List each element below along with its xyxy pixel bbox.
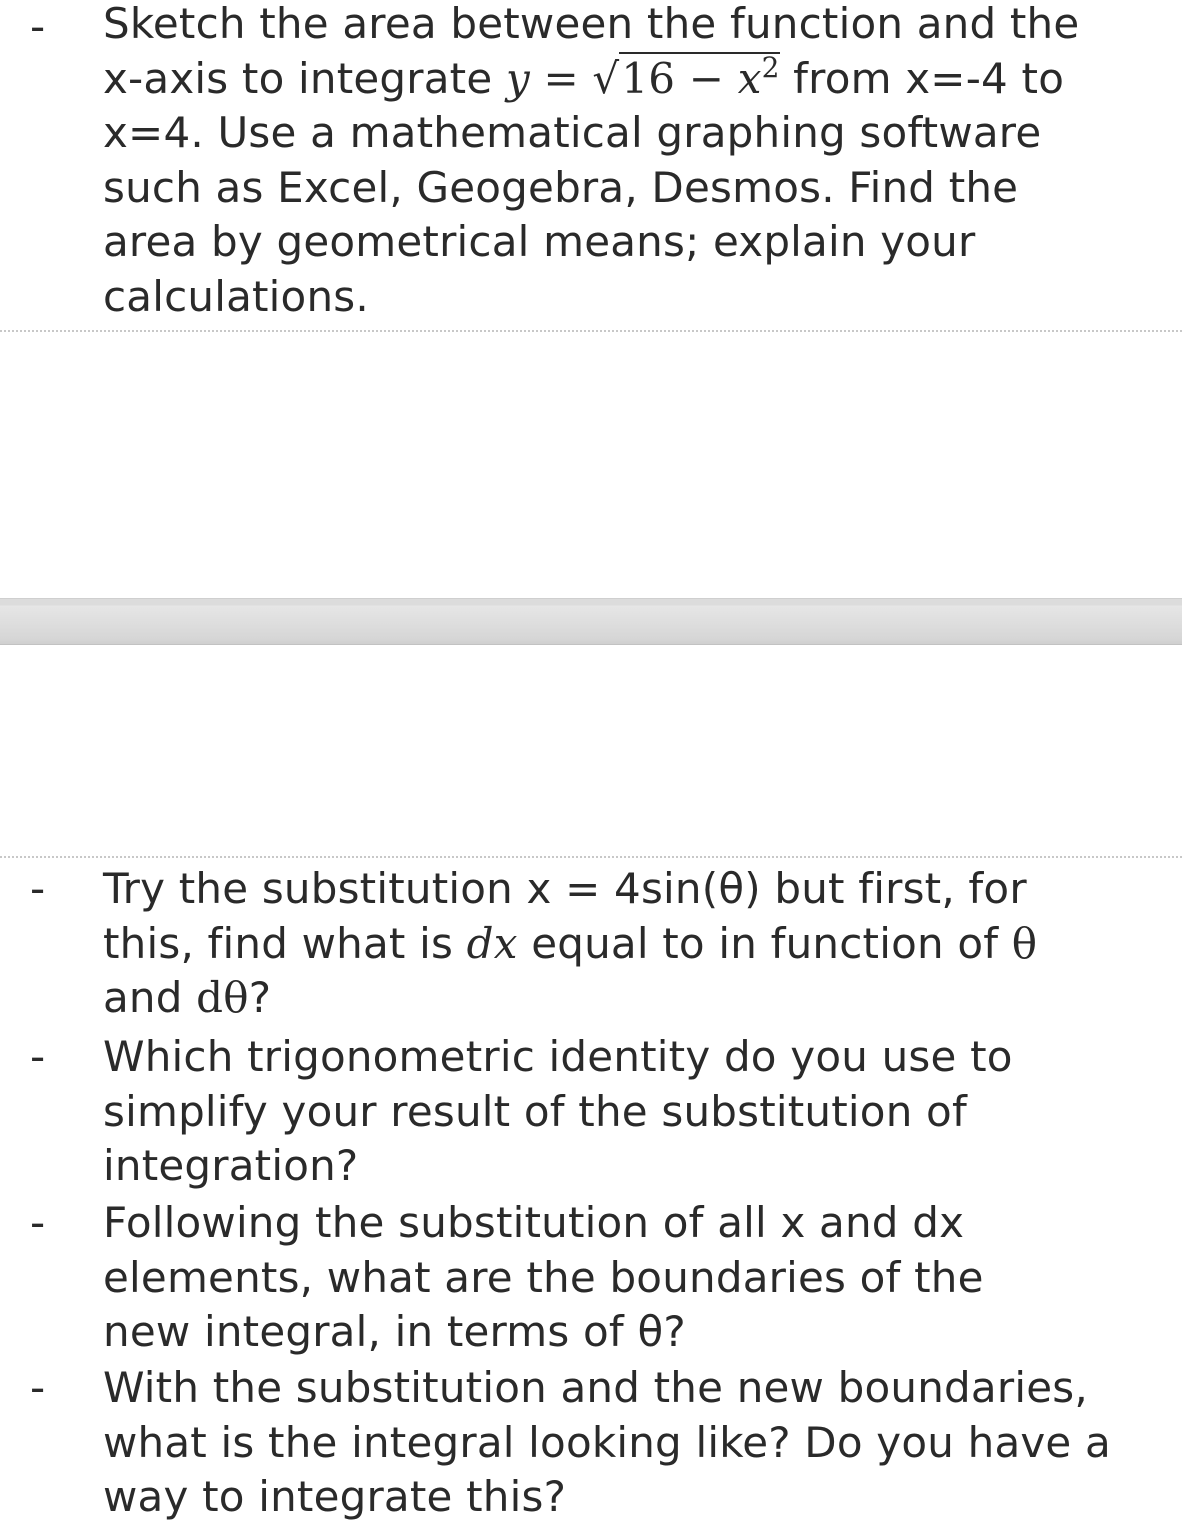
question-2-text [103,862,1103,1026]
question-3-text: Which trigonometric identity do you use to simplify your result of the substitution of integration? [103,1032,1013,1190]
equation-y: y [505,53,530,103]
question-4-text: Following the substitution of all x and dx elements, what are the boundaries of the new integral, in terms of θ? [103,1198,984,1356]
question-1-intro: Sketch the area between the function and the x-axis to integrate [103,0,1080,103]
question-2-end: ? [248,973,272,1022]
question-2-intro: Try the substitution x = 4sin(θ) but first, for this, find what is [103,864,1027,968]
question-2-middle: equal to in function of [517,918,1012,968]
sqrt-expression [592,52,779,107]
bullet-dash: - [30,1198,46,1247]
bullet-dash: - [30,2,46,51]
question-5-text: With the substitution and the new boundaries, what is the integral looking like? Do you have a way to integrate this? [103,1363,1111,1521]
sqrt-symbol: √ [592,53,620,103]
theta-symbol: θ [1011,918,1038,968]
answer-area[interactable] [0,333,1182,595]
radicand-constant: 16 − [621,53,738,103]
question-1-text [103,0,1103,324]
radicand [619,52,779,103]
question-1-rest: from x=-4 to x=4. Use a mathematical graphing software such as Excel, Geogebra, Desmos. Find the area by geometrical means; explain your calculations. [103,53,1065,321]
divider-top [0,330,1182,332]
radicand-exponent: 2 [761,50,780,84]
divider-bottom [0,856,1182,858]
section-separator-bar [0,598,1182,645]
bullet-dash: - [30,1032,46,1081]
radicand-variable: x [737,53,762,103]
dx-term: dx [466,918,518,968]
bullet-dash: - [30,1363,46,1412]
dtheta-term: dθ [196,973,249,1022]
equation-equals: = [529,53,593,103]
bullet-dash: - [30,864,46,913]
question-2-and: and [103,973,197,1022]
